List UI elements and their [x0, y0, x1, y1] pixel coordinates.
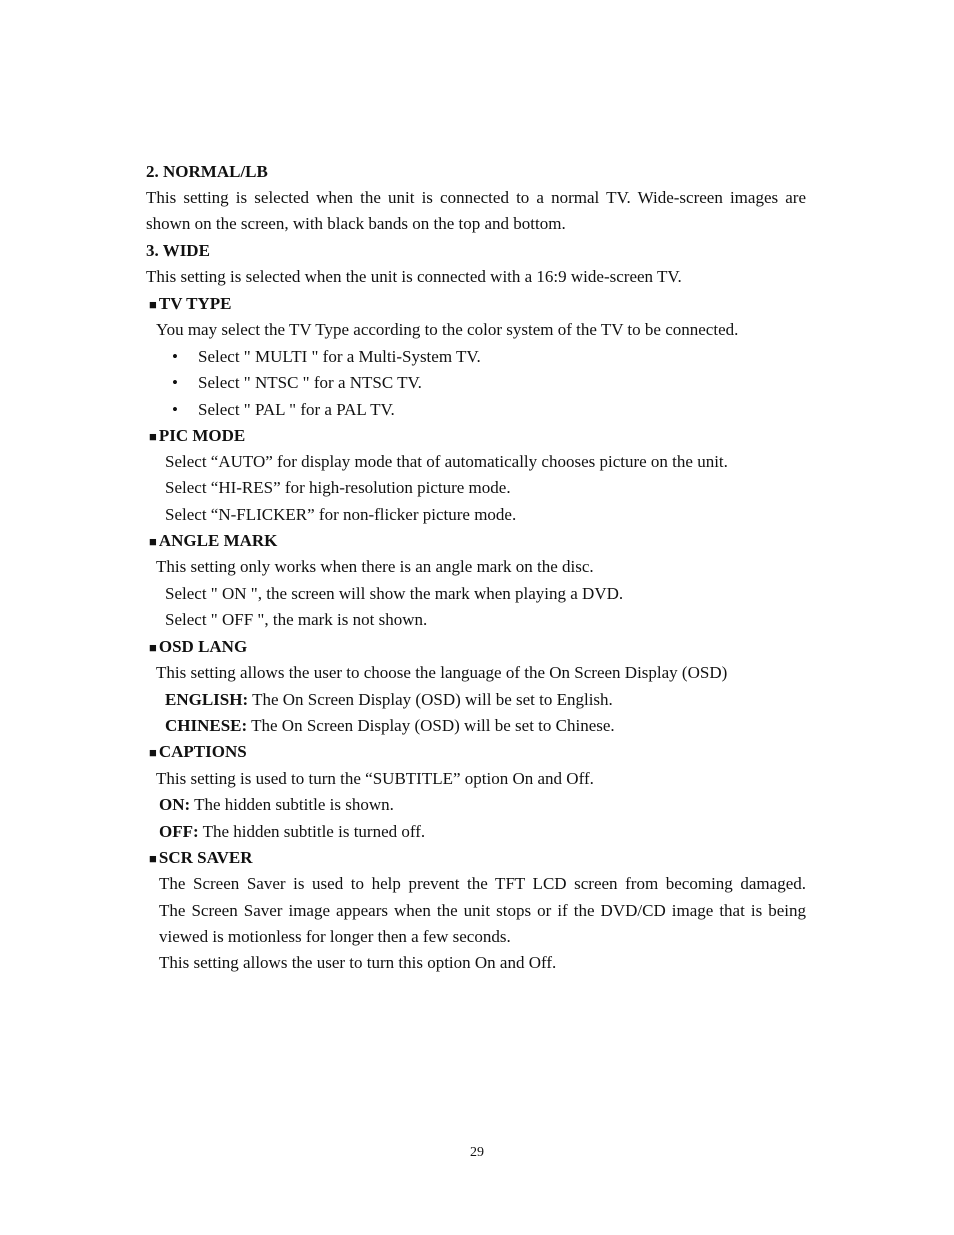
square-bullet-icon: ■	[149, 640, 157, 655]
list-item: Select " PAL " for a PAL TV.	[198, 400, 395, 419]
scr-saver-text-2: The Screen Saver image appears when the unit stops or if the DVD/CD image that is being	[159, 901, 806, 920]
square-bullet-icon: ■	[149, 534, 157, 549]
captions-on: ON: The hidden subtitle is shown.	[159, 795, 394, 814]
captions-intro: This setting is used to turn the “SUBTITLE” option On and Off.	[156, 769, 594, 788]
pic-mode-text: Select “HI-RES” for high-resolution picture mode.	[165, 478, 511, 497]
list-item: Select " MULTI " for a Multi-System TV.	[198, 347, 481, 366]
angle-mark-intro: This setting only works when there is an angle mark on the disc.	[156, 557, 594, 576]
heading-tv-type: ■ TV TYPE	[149, 294, 232, 313]
osd-lang-chinese: CHINESE: The On Screen Display (OSD) will be set to Chinese.	[165, 716, 615, 735]
normal-lb-text-1: This setting is selected when the unit is connected to a normal TV. Wide-screen images are	[146, 188, 806, 207]
heading-wide: 3. WIDE	[146, 241, 210, 260]
angle-mark-text: Select " OFF ", the mark is not shown.	[165, 610, 428, 629]
heading-normal-lb: 2. NORMAL/LB	[146, 162, 268, 181]
bullet-icon: •	[172, 347, 178, 366]
page-number: 29	[470, 1145, 484, 1160]
square-bullet-icon: ■	[149, 851, 157, 866]
square-bullet-icon: ■	[149, 429, 157, 444]
scr-saver-text-3: viewed is motionless for longer then a few seconds.	[159, 927, 511, 946]
heading-scr-saver: ■ SCR SAVER	[149, 848, 253, 867]
tv-type-intro: You may select the TV Type according to the color system of the TV to be connected.	[156, 320, 739, 339]
pic-mode-text: Select “AUTO” for display mode that of automatically chooses picture on the unit.	[165, 452, 728, 471]
bullet-icon: •	[172, 400, 178, 419]
osd-lang-english: ENGLISH: The On Screen Display (OSD) will be set to English.	[165, 690, 613, 709]
bullet-icon: •	[172, 373, 178, 392]
normal-lb-text-2: shown on the screen, with black bands on the top and bottom.	[146, 214, 566, 233]
square-bullet-icon: ■	[149, 745, 157, 760]
pic-mode-text: Select “N-FLICKER” for non-flicker picture mode.	[165, 505, 517, 524]
scr-saver-text-1: The Screen Saver is used to help prevent the TFT LCD screen from becoming damaged.	[159, 874, 806, 893]
osd-lang-intro: This setting allows the user to choose the language of the On Screen Display (OSD)	[156, 663, 728, 682]
wide-text-1: This setting is selected when the unit is connected with a 16:9 wide-screen TV.	[146, 267, 682, 286]
captions-off: OFF: The hidden subtitle is turned off.	[159, 822, 426, 841]
list-item: Select " NTSC " for a NTSC TV.	[198, 373, 422, 392]
angle-mark-text: Select " ON ", the screen will show the mark when playing a DVD.	[165, 584, 624, 603]
square-bullet-icon: ■	[149, 297, 157, 312]
heading-captions: ■ CAPTIONS	[149, 742, 247, 761]
scr-saver-text-4: This setting allows the user to turn this option On and Off.	[159, 953, 557, 972]
heading-angle-mark: ■ ANGLE MARK	[149, 531, 278, 550]
heading-osd-lang: ■ OSD LANG	[149, 637, 248, 656]
heading-pic-mode: ■ PIC MODE	[149, 426, 246, 445]
